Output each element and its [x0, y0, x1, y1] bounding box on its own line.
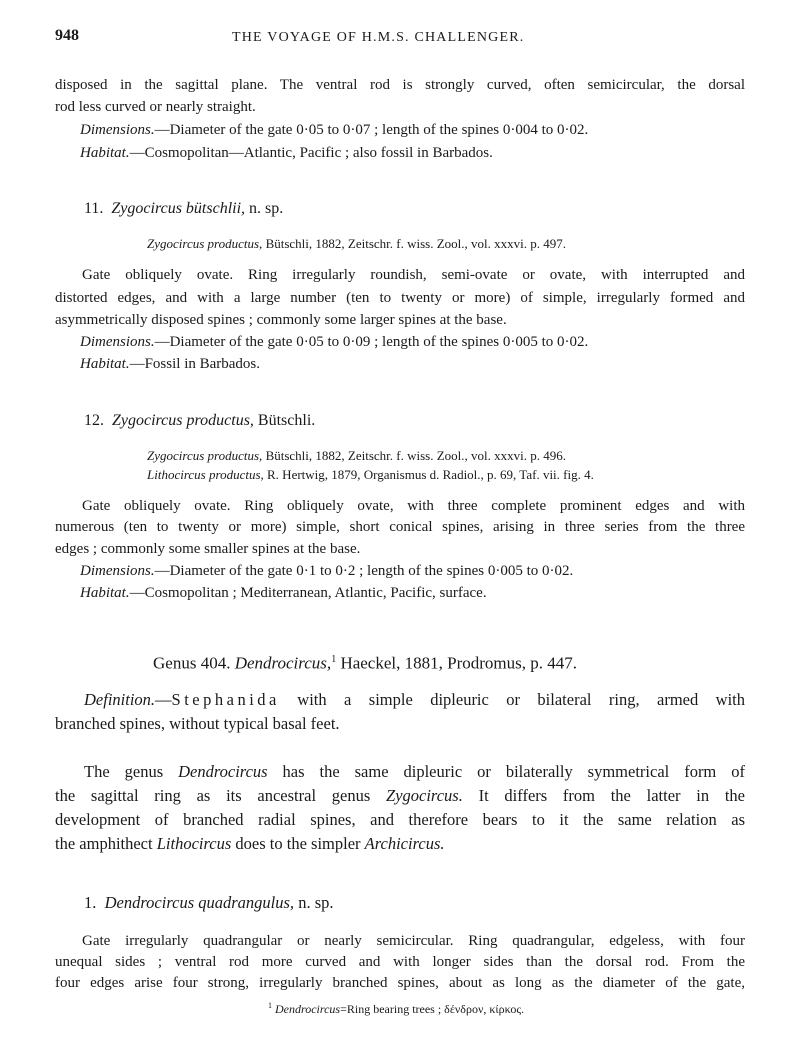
- paragraph-line: unequal sides ; ventral rod more curved and with longer sides than the dorsal rod. From the: [55, 954, 745, 970]
- paragraph-line: edges ; commonly some smaller spines at the base.: [55, 541, 361, 557]
- species-suffix: n. sp.: [294, 893, 334, 912]
- paragraph-line: Gate obliquely ovate. Ring irregularly roundish, semi-ovate or ovate, with interrupted and: [82, 267, 745, 283]
- running-title: THE VOYAGE OF H.M.S. CHALLENGER.: [232, 30, 525, 45]
- paragraph-line: asymmetrically disposed spines ; commonly some larger spines at the base.: [55, 312, 507, 328]
- genus-heading: [153, 650, 577, 673]
- text-run: The genus: [84, 762, 179, 781]
- habitat-text: —Fossil in Barbados.: [129, 356, 261, 372]
- definition-text: with a simple dipleuric or bilateral ring, armed with: [279, 690, 745, 709]
- dimensions-label: Dimensions.: [80, 334, 155, 350]
- habitat-line: [80, 144, 493, 163]
- citation-name: Zygocircus productus,: [147, 236, 263, 251]
- footnote-text: =Ring bearing trees ; δένδρον, κίρκος.: [340, 1002, 525, 1016]
- discussion-line: [55, 832, 445, 856]
- paragraph-line: rod less curved or nearly straight.: [55, 99, 256, 115]
- paragraph-line: Gate obliquely ovate. Ring obliquely ovate, with three complete prominent edges and with: [82, 498, 745, 514]
- species-heading: [84, 893, 333, 912]
- discussion-line: development of branched radial spines, and therefore bears to it the same relation as: [55, 810, 745, 829]
- footnote-term: Dendrocircus: [275, 1002, 341, 1016]
- genus-ref: Zygocircus.: [386, 786, 463, 805]
- species-suffix: Bütschli.: [253, 412, 316, 429]
- species-number: 1.: [84, 893, 97, 912]
- citation-text: R. Hertwig, 1879, Organismus d. Radiol., p. 69, Taf. vii. fig. 4.: [263, 467, 594, 482]
- dimensions-text: —Diameter of the gate 0·05 to 0·09 ; length of the spines 0·005 to 0·02.: [154, 334, 589, 350]
- citation-name: Zygocircus productus,: [147, 448, 263, 463]
- discussion-line: [55, 784, 745, 808]
- discussion-line: [84, 760, 745, 784]
- page-number: 948: [55, 27, 79, 44]
- citation-text: Bütschli, 1882, Zeitschr. f. wiss. Zool., vol. xxxvi. p. 496.: [262, 448, 566, 463]
- paragraph-line: Gate irregularly quadrangular or nearly semicircular. Ring quadrangular, edgeless, with four: [82, 933, 745, 949]
- species-name: Dendrocircus quadrangulus,: [104, 893, 295, 912]
- text-run: It differs from the latter in the: [462, 786, 745, 805]
- dimensions-line: [80, 333, 588, 352]
- citation-line: [147, 465, 594, 484]
- species-heading: [84, 199, 283, 218]
- definition-dash: —: [155, 690, 172, 709]
- dimensions-label: Dimensions.: [80, 563, 155, 579]
- genus-name: Dendrocircus,: [234, 653, 332, 673]
- citation-name: Lithocircus productus,: [147, 467, 264, 482]
- species-number: 12.: [84, 412, 104, 429]
- footnote-mark: 1: [331, 654, 337, 665]
- citation-text: Bütschli, 1882, Zeitschr. f. wiss. Zool., vol. xxxvi. p. 497.: [262, 236, 566, 251]
- species-suffix: n. sp.: [245, 200, 284, 217]
- text-run: does to the simpler: [231, 834, 365, 853]
- habitat-label: Habitat.: [80, 145, 130, 161]
- genus-rest: Haeckel, 1881, Prodromus, p. 447.: [336, 653, 577, 673]
- paragraph-line: four edges arise four strong, irregularly branched spines, about as long as the diameter of the gate,: [55, 975, 745, 991]
- habitat-line: [80, 584, 487, 603]
- genus-prefix: Genus 404.: [153, 653, 235, 673]
- text-run: the sagittal ring as its ancestral genus: [55, 786, 387, 805]
- habitat-text: —Cosmopolitan ; Mediterranean, Atlantic, Pacific, surface.: [129, 585, 487, 601]
- dimensions-line: [80, 121, 588, 140]
- dimensions-label: Dimensions.: [80, 122, 155, 138]
- paragraph-line: numerous (ten to twenty or more) simple, short conical spines, arising in three series from the three: [55, 519, 745, 535]
- footnote: [268, 1001, 524, 1017]
- dimensions-line: [80, 562, 573, 581]
- citation-line: [147, 446, 566, 465]
- definition-label: Definition.: [84, 690, 156, 709]
- definition-line: [84, 688, 745, 712]
- genus-ref: Lithocircus: [156, 834, 232, 853]
- genus-ref: Archicircus.: [364, 834, 445, 853]
- paragraph-line: disposed in the sagittal plane. The ventral rod is strongly curved, often semicircular, the dorsal: [55, 77, 745, 93]
- definition-line: branched spines, without typical basal feet.: [55, 714, 340, 733]
- footnote-mark: 1: [268, 1001, 272, 1010]
- species-name: Zygocircus bütschlii,: [111, 200, 246, 217]
- habitat-label: Habitat.: [80, 585, 130, 601]
- paragraph-line: distorted edges, and with a large number (ten to twenty or more) of simple, irregularly formed and: [55, 290, 745, 306]
- genus-ref: Dendrocircus: [178, 762, 268, 781]
- definition-taxon: Stephanida: [171, 690, 280, 709]
- habitat-text: —Cosmopolitan—Atlantic, Pacific ; also fossil in Barbados.: [129, 145, 493, 161]
- species-number: 11.: [84, 200, 104, 217]
- dimensions-text: —Diameter of the gate 0·1 to 0·2 ; length of the spines 0·005 to 0·02.: [154, 563, 574, 579]
- text-run: has the same dipleuric or bilaterally symmetrical form of: [267, 762, 745, 781]
- species-heading: [84, 411, 315, 430]
- text-run: the amphithect: [55, 834, 157, 853]
- dimensions-text: —Diameter of the gate 0·05 to 0·07 ; length of the spines 0·004 to 0·02.: [154, 122, 589, 138]
- habitat-line: [80, 355, 260, 374]
- citation-line: [147, 234, 566, 253]
- species-name: Zygocircus productus,: [112, 412, 254, 429]
- habitat-label: Habitat.: [80, 356, 130, 372]
